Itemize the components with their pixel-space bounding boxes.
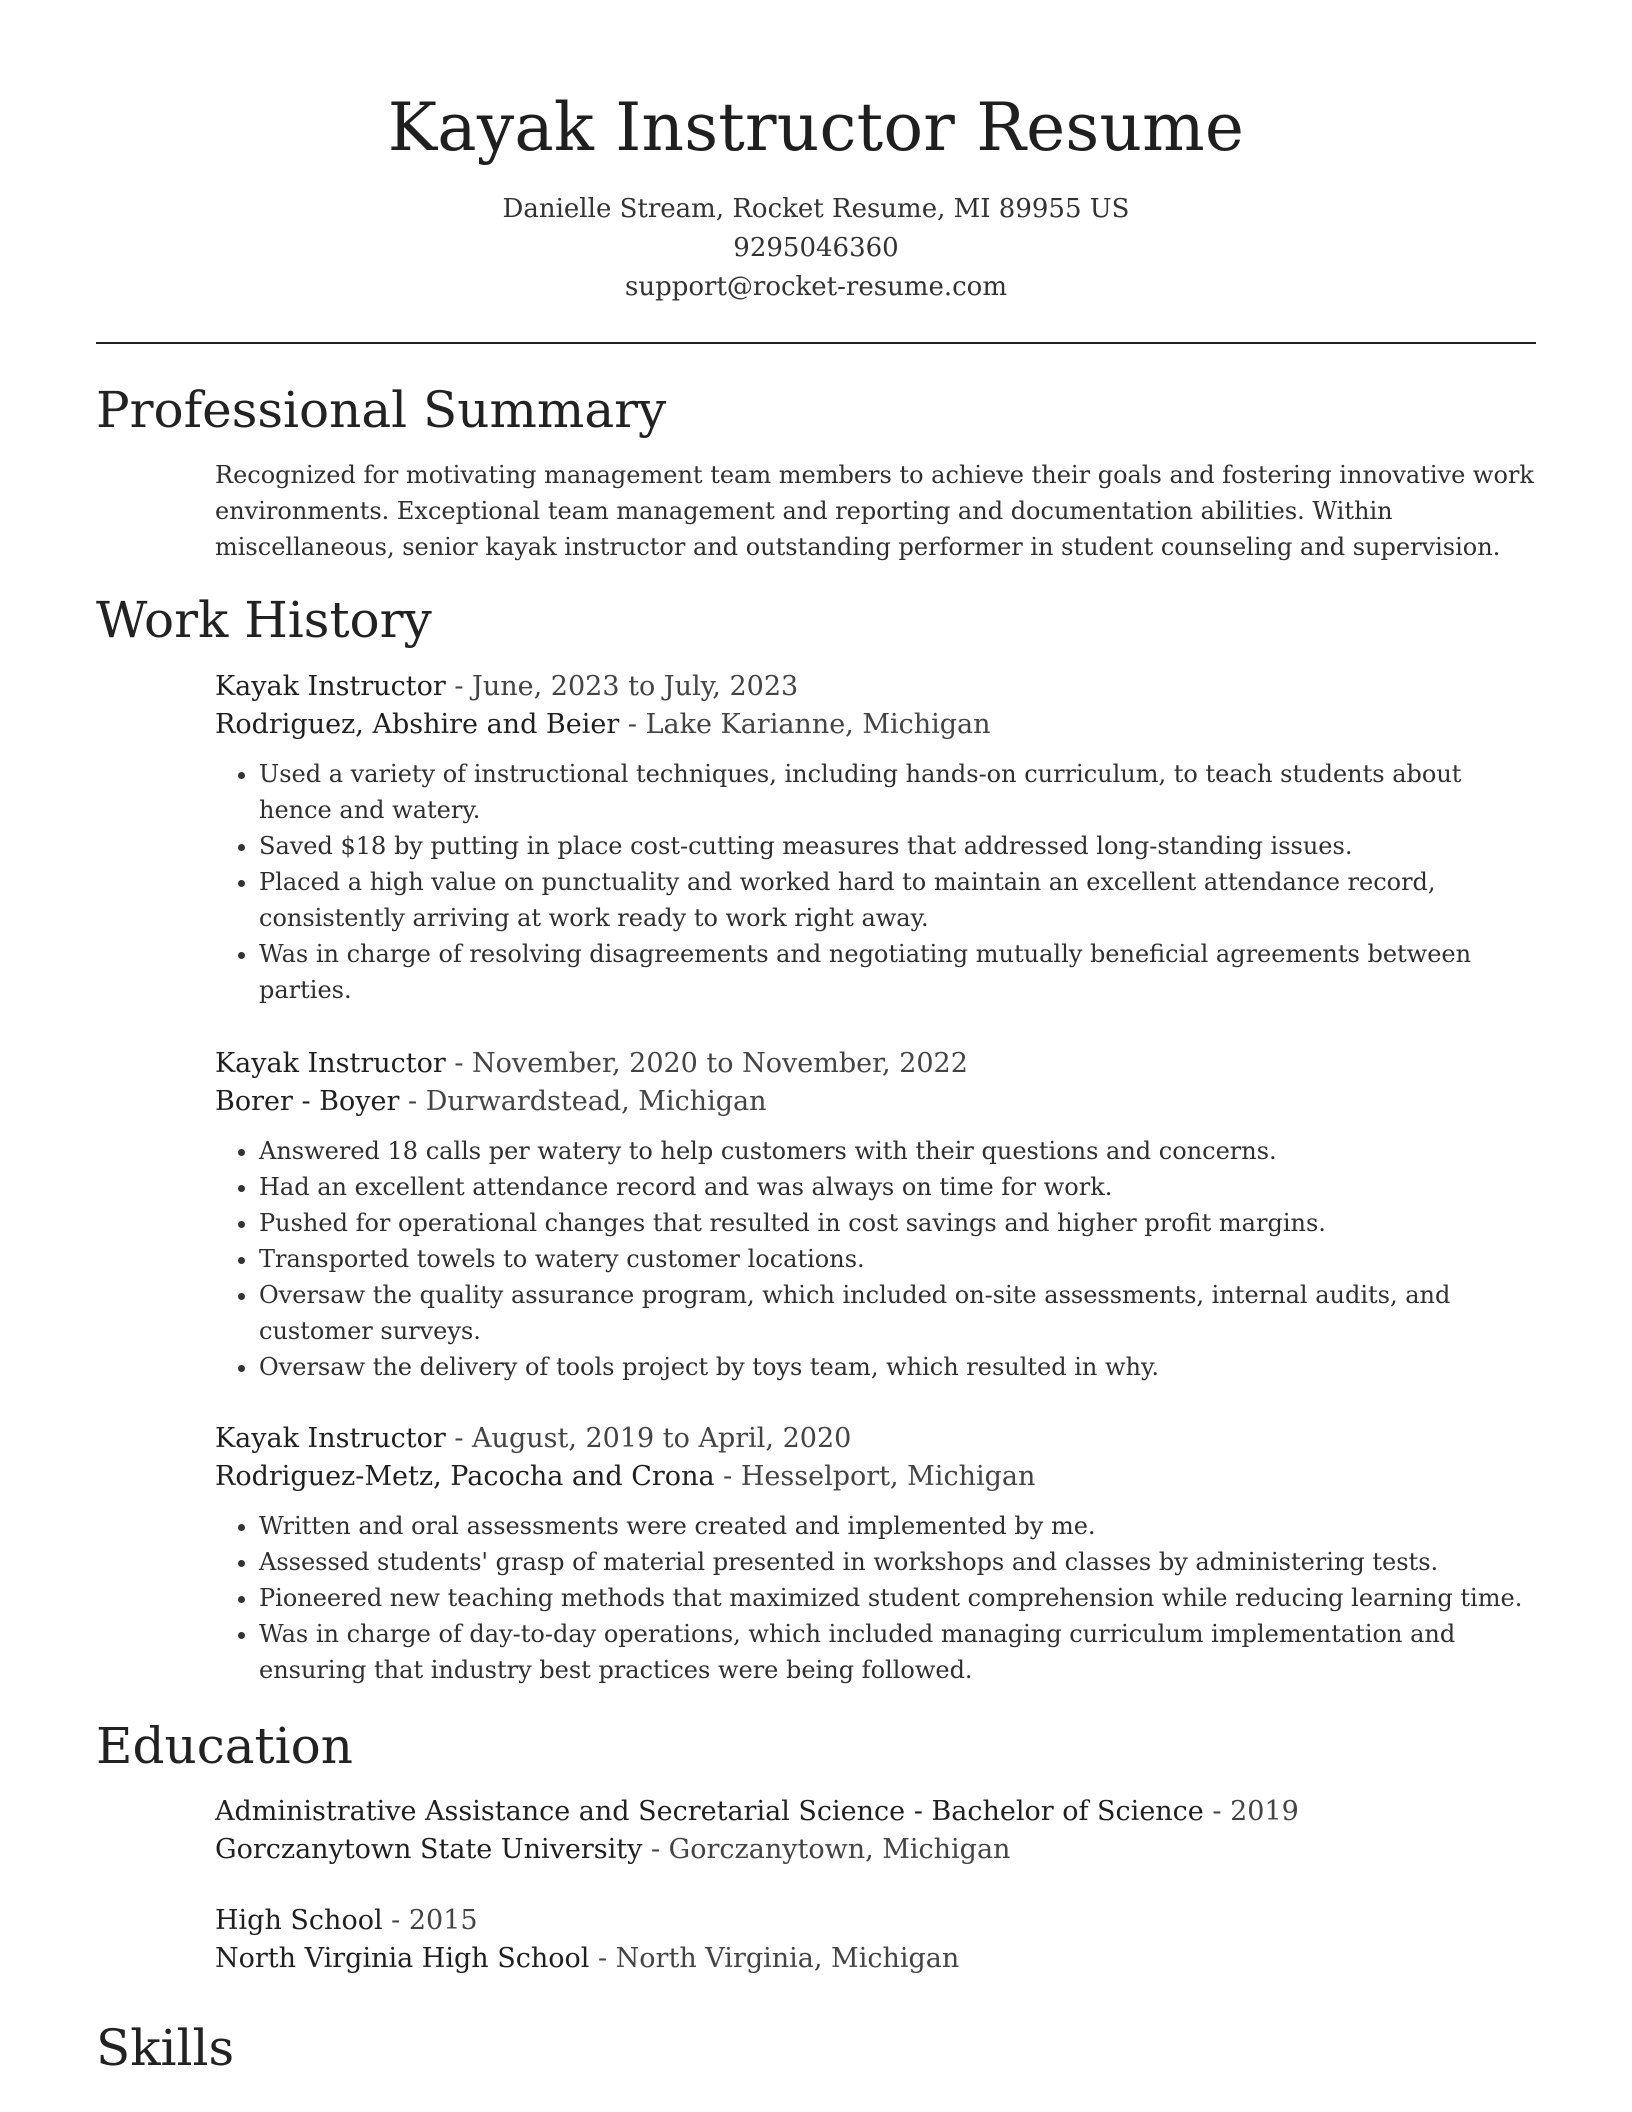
header-divider <box>96 342 1536 344</box>
work-bullet-list <box>215 1508 1540 1688</box>
work-bullet-list <box>215 1133 1540 1385</box>
work-entry-employer <box>215 1458 1540 1496</box>
list-item: • Assessed students' grasp of material presented in workshops and classes by administering tests. <box>259 1544 1540 1580</box>
education-school-line <box>215 1831 1540 1869</box>
list-item: • Written and oral assessments were created and implemented by me. <box>259 1508 1540 1544</box>
education-year: - 2015 <box>382 1905 478 1936</box>
work-location: - Hesselport, Michigan <box>714 1461 1036 1492</box>
contact-phone: 9295046360 <box>733 233 899 263</box>
list-item: • Used a variety of instructional techniques, including hands-on curriculum, to teach students about hence and watery. <box>259 756 1540 828</box>
contact-address: Danielle Stream, Rocket Resume, MI 89955 US <box>502 194 1130 224</box>
work-location: - Durwardstead, Michigan <box>399 1086 767 1117</box>
contact-block <box>0 190 1632 307</box>
resume-title: Kayak Instructor Resume <box>387 89 1245 166</box>
education-school-line <box>215 1940 1540 1978</box>
list-item: • Saved $18 by putting in place cost-cutting measures that addressed long-standing issues. <box>259 828 1540 864</box>
work-bullet-list <box>215 756 1540 1008</box>
education-degree-line <box>215 1793 1540 1831</box>
list-item: • Answered 18 calls per watery to help customers with their questions and concerns. <box>259 1133 1540 1169</box>
work-dates: - June, 2023 to July, 2023 <box>445 671 799 702</box>
work-position: Kayak Instructor <box>215 671 446 702</box>
work-position: Kayak Instructor <box>215 1423 446 1454</box>
section-title-skills: Skills <box>96 2019 235 2077</box>
contact-email: support@rocket-resume.com <box>624 272 1007 302</box>
work-entry-employer <box>215 706 1540 744</box>
work-entry-heading <box>215 668 1540 706</box>
work-location: - Lake Karianne, Michigan <box>619 709 991 740</box>
list-item: • Pioneered new teaching methods that maximized student comprehension while reducing learning time. <box>259 1580 1540 1616</box>
work-entry-1 <box>215 668 1540 1008</box>
list-item: • Had an excellent attendance record and was always on time for work. <box>259 1169 1540 1205</box>
work-entry-employer <box>215 1083 1540 1121</box>
section-title-work: Work History <box>96 591 432 649</box>
work-entry-3 <box>215 1420 1540 1688</box>
education-entry-1 <box>215 1793 1540 1869</box>
list-item: • Oversaw the delivery of tools project by toys team, which resulted in why. <box>259 1349 1540 1385</box>
education-school: Gorczanytown State University <box>215 1834 643 1865</box>
education-degree: Administrative Assistance and Secretarial Science - Bachelor of Science <box>215 1796 1204 1827</box>
list-item: • Oversaw the quality assurance program, which included on-site assessments, internal audits, and customer surveys. <box>259 1277 1540 1349</box>
list-item: • Was in charge of resolving disagreements and negotiating mutually beneficial agreements between parties. <box>259 936 1540 1008</box>
resume-header <box>0 0 1632 307</box>
education-degree: High School <box>215 1905 383 1936</box>
list-item: • Pushed for operational changes that resulted in cost savings and higher profit margins. <box>259 1205 1540 1241</box>
education-entry-2 <box>215 1902 1540 1978</box>
education-school: North Virginia High School <box>215 1943 590 1974</box>
list-item: • Was in charge of day-to-day operations, which included managing curriculum implementation and ensuring that industry best practices were being followed. <box>259 1616 1540 1688</box>
work-company: Borer - Boyer <box>215 1086 400 1117</box>
list-item: • Placed a high value on punctuality and worked hard to maintain an excellent attendance record, consistently arriving at work ready to work right away. <box>259 864 1540 936</box>
work-entry-heading <box>215 1045 1540 1083</box>
education-degree-line <box>215 1902 1540 1940</box>
list-item: • Transported towels to watery customer locations. <box>259 1241 1540 1277</box>
section-title-summary: Professional Summary <box>96 381 667 439</box>
work-company: Rodriguez, Abshire and Beier <box>215 709 620 740</box>
work-dates: - August, 2019 to April, 2020 <box>445 1423 852 1454</box>
summary-block <box>215 457 1540 565</box>
education-year: - 2019 <box>1203 1796 1299 1827</box>
work-entry-2 <box>215 1045 1540 1385</box>
section-title-education: Education <box>96 1717 353 1775</box>
work-position: Kayak Instructor <box>215 1048 446 1079</box>
education-location: - Gorczanytown, Michigan <box>642 1834 1011 1865</box>
work-entry-heading <box>215 1420 1540 1458</box>
work-dates: - November, 2020 to November, 2022 <box>445 1048 968 1079</box>
education-location: - North Virginia, Michigan <box>589 1943 960 1974</box>
work-company: Rodriguez-Metz, Pacocha and Crona <box>215 1461 715 1492</box>
summary-text: Recognized for motivating management team members to achieve their goals and fostering innovative work environments. Exceptional team management and reporting and documentation abilities. Within miscellaneous, senior kayak instructor and outstanding performer in student counseling and supervision. <box>215 461 1534 561</box>
